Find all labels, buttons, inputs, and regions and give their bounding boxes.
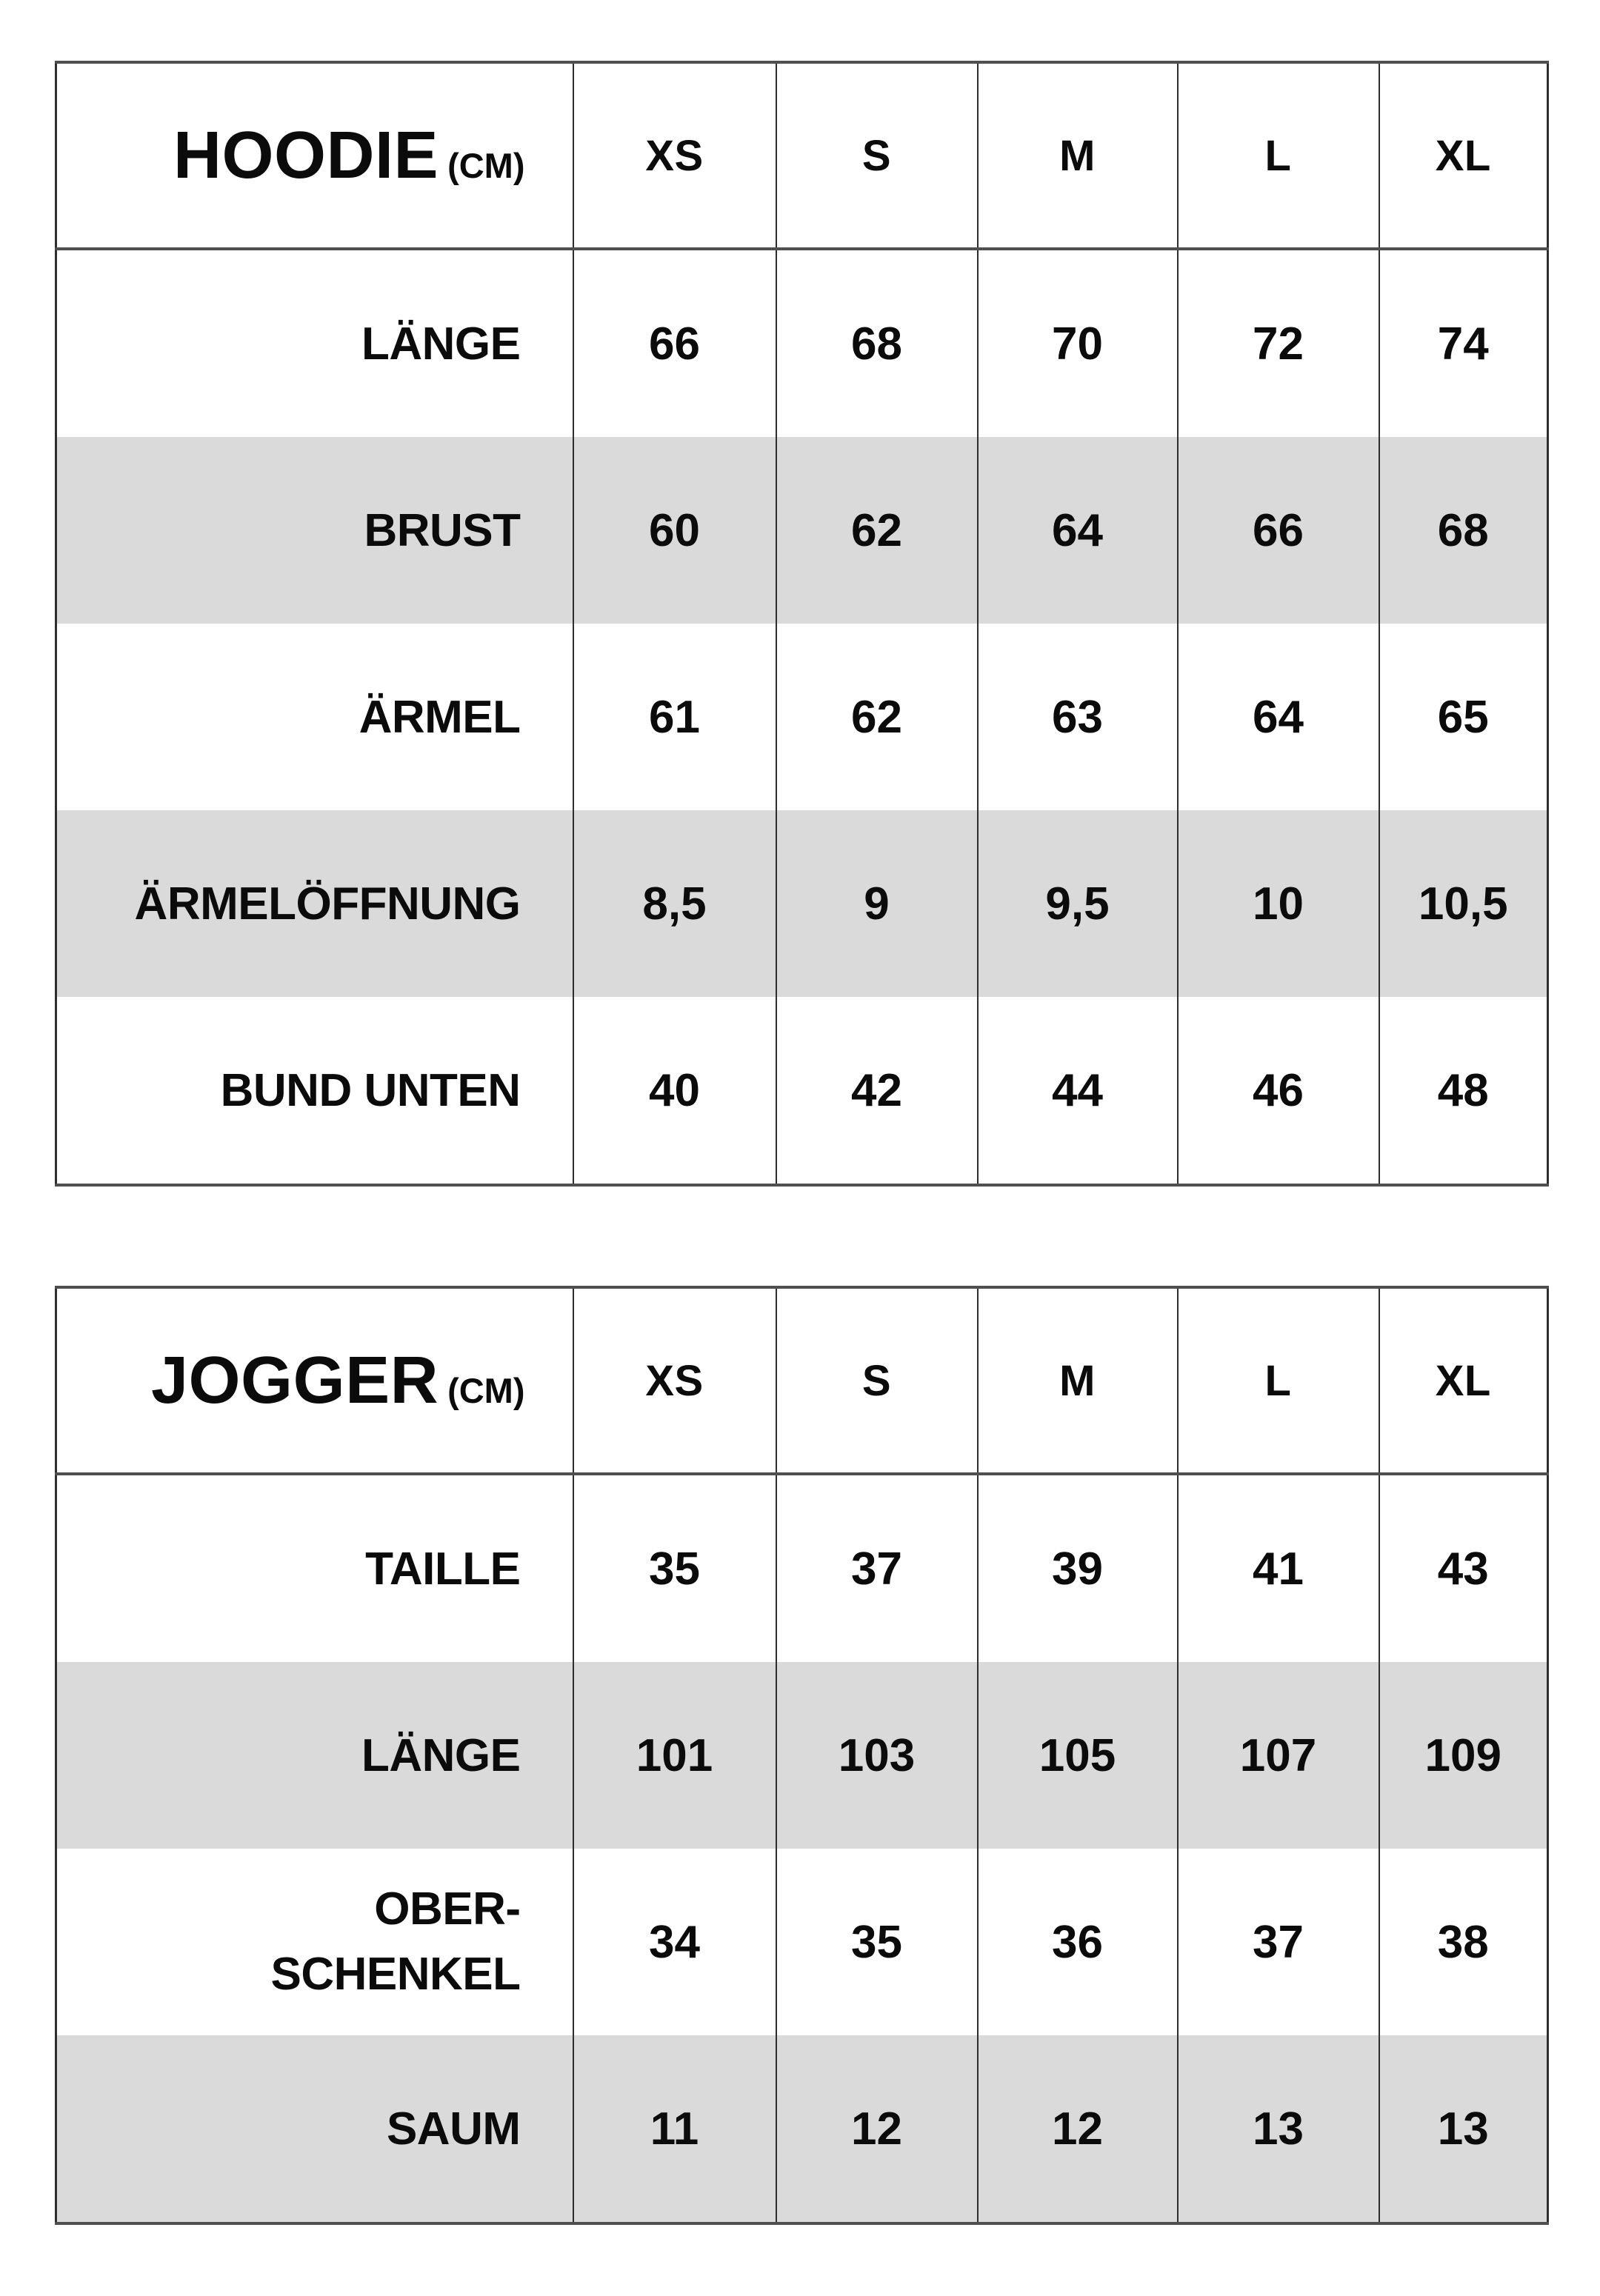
size-value-cell: 63: [978, 624, 1178, 810]
size-value-cell: 10: [1178, 810, 1379, 997]
jogger-row-laenge: [56, 1662, 1548, 1849]
jogger-row-saum: [56, 2035, 1548, 2223]
size-value-cell: 60: [573, 437, 776, 624]
hoodie-size-header-s: S: [776, 62, 978, 249]
size-value-cell: 64: [978, 437, 1178, 624]
size-value-cell: 13: [1178, 2035, 1379, 2223]
hoodie-row-aermel: [56, 624, 1548, 810]
size-value-cell: 12: [978, 2035, 1178, 2223]
size-value-cell: 9,5: [978, 810, 1178, 997]
size-value-cell: 101: [573, 1662, 776, 1849]
size-value-cell: 37: [1178, 1849, 1379, 2035]
size-value-cell: 11: [573, 2035, 776, 2223]
hoodie-header-row: [56, 62, 1548, 249]
jogger-size-header-m: M: [978, 1287, 1178, 1474]
size-value-cell: 65: [1379, 624, 1548, 810]
size-value-cell: 44: [978, 997, 1178, 1185]
size-value-cell: 43: [1379, 1474, 1548, 1662]
size-value-cell: 37: [776, 1474, 978, 1662]
hoodie-title-text: HOODIE: [173, 118, 439, 193]
row-label-cell: ÄRMELÖFFNUNG: [134, 878, 521, 930]
size-value-cell: 109: [1379, 1662, 1548, 1849]
hoodie-size-header-m: M: [978, 62, 1178, 249]
jogger-row-taille: [56, 1474, 1548, 1662]
row-label-cell: TAILLE: [365, 1543, 521, 1595]
jogger-table-title-cell: [56, 1287, 573, 1474]
size-value-cell: 105: [978, 1662, 1178, 1849]
size-value-cell: 74: [1379, 249, 1548, 437]
hoodie-row-brust: [56, 437, 1548, 624]
size-value-cell: 10,5: [1379, 810, 1548, 997]
size-value-cell: 66: [573, 249, 776, 437]
size-value-cell: 41: [1178, 1474, 1379, 1662]
row-label-line-1: OBER-: [374, 1883, 521, 1935]
size-value-cell: 68: [776, 249, 978, 437]
size-value-cell: 39: [978, 1474, 1178, 1662]
row-label-cell: [56, 1849, 573, 2035]
jogger-unit-text: (CM): [447, 1370, 525, 1410]
jogger-size-header-s: S: [776, 1287, 978, 1474]
hoodie-row-aermeloeffnung: [56, 810, 1548, 997]
row-label-cell: BRUST: [364, 504, 521, 556]
size-value-cell: 38: [1379, 1849, 1548, 2035]
row-label-cell: BUND UNTEN: [220, 1064, 521, 1116]
row-label-line-2: SCHENKEL: [270, 1949, 521, 2000]
jogger-title-text: JOGGER: [151, 1343, 439, 1418]
size-value-cell: 107: [1178, 1662, 1379, 1849]
size-value-cell: 36: [978, 1849, 1178, 2035]
size-value-cell: 70: [978, 249, 1178, 437]
size-value-cell: 13: [1379, 2035, 1548, 2223]
size-value-cell: 64: [1178, 624, 1379, 810]
jogger-size-header-l: L: [1178, 1287, 1379, 1474]
jogger-size-table: [55, 1286, 1549, 2225]
jogger-header-row: [56, 1287, 1548, 1474]
hoodie-unit-text: (CM): [447, 145, 525, 185]
row-label-cell: SAUM: [386, 2103, 521, 2155]
jogger-size-header-xl: XL: [1379, 1287, 1548, 1474]
size-value-cell: 72: [1178, 249, 1379, 437]
hoodie-table-title-cell: [56, 62, 573, 249]
hoodie-row-laenge: [56, 249, 1548, 437]
size-value-cell: 46: [1178, 997, 1379, 1185]
size-value-cell: 61: [573, 624, 776, 810]
jogger-row-oberschenkel: [56, 1849, 1548, 2035]
size-value-cell: 35: [573, 1474, 776, 1662]
size-value-cell: 103: [776, 1662, 978, 1849]
size-value-cell: 62: [776, 437, 978, 624]
size-value-cell: 62: [776, 624, 978, 810]
row-label-cell: LÄNGE: [361, 1729, 521, 1781]
hoodie-size-table: [55, 61, 1549, 1187]
hoodie-size-header-xl: XL: [1379, 62, 1548, 249]
size-value-cell: 9: [776, 810, 978, 997]
size-value-cell: 8,5: [573, 810, 776, 997]
size-value-cell: 35: [776, 1849, 978, 2035]
hoodie-row-bund-unten: [56, 997, 1548, 1185]
hoodie-size-header-l: L: [1178, 62, 1379, 249]
hoodie-size-header-xs: XS: [573, 62, 776, 249]
size-value-cell: 12: [776, 2035, 978, 2223]
size-value-cell: 68: [1379, 437, 1548, 624]
size-value-cell: 66: [1178, 437, 1379, 624]
size-value-cell: 42: [776, 997, 978, 1185]
row-label-cell: ÄRMEL: [359, 691, 521, 743]
size-value-cell: 48: [1379, 997, 1548, 1185]
size-value-cell: 40: [573, 997, 776, 1185]
size-value-cell: 34: [573, 1849, 776, 2035]
jogger-size-header-xs: XS: [573, 1287, 776, 1474]
row-label-cell: LÄNGE: [361, 318, 521, 370]
